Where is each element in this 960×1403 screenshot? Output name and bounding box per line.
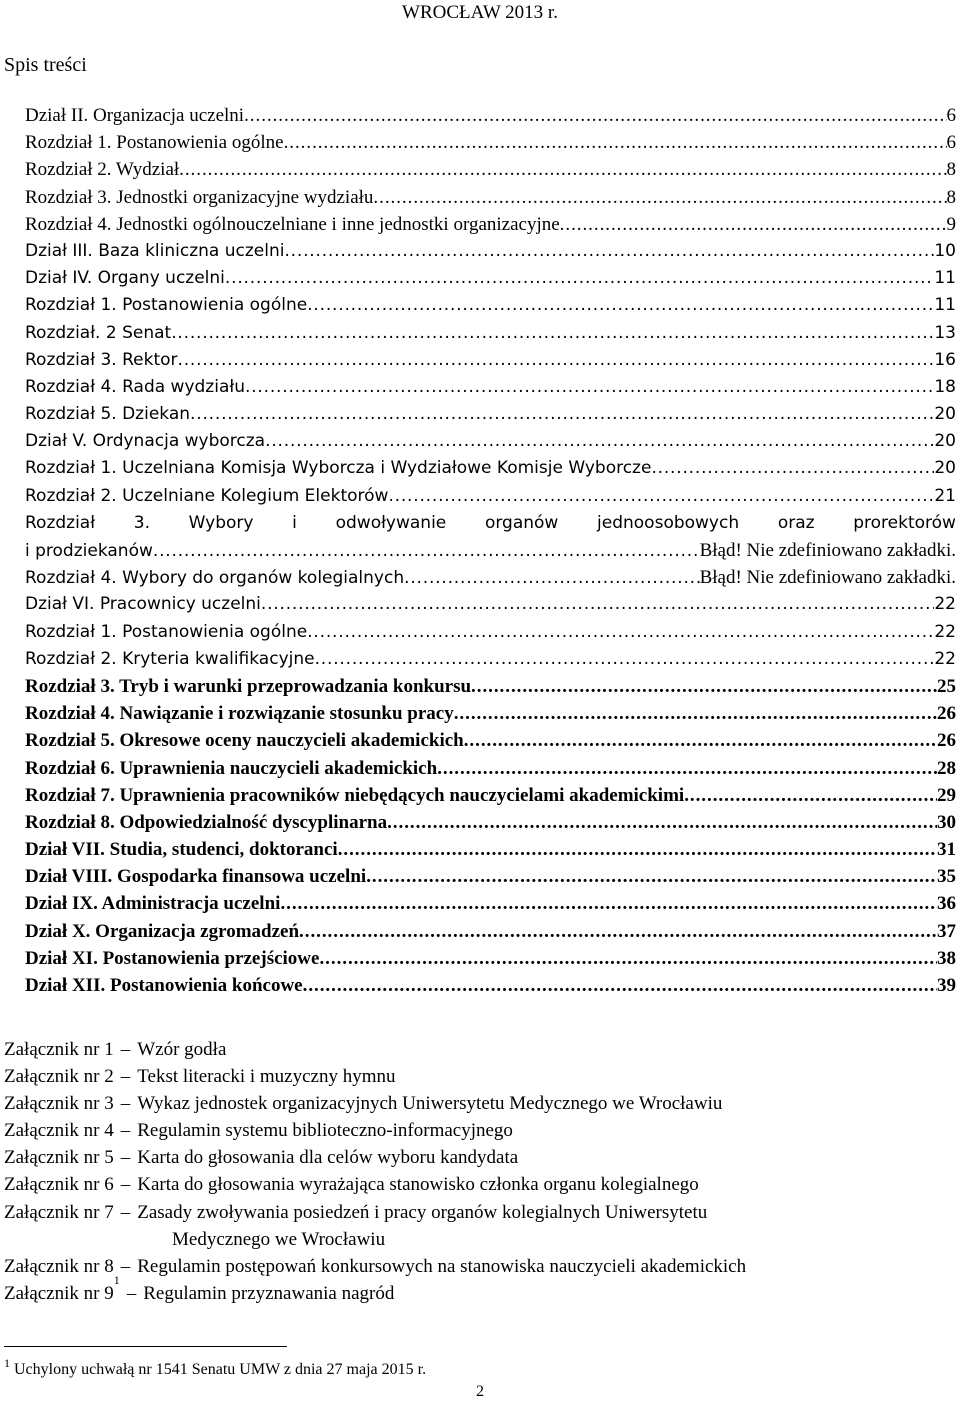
toc-entry[interactable]: Dział II. Organizacja uczelni . . . 6 xyxy=(25,102,956,129)
toc-entry[interactable]: Rozdział 6. Uprawnienia nauczycieli akademickich . . . 28 xyxy=(25,755,956,782)
annex-item: Załącznik nr 7 – Zasady zwoływania posiedzeń i pracy organów kolegialnych Uniwersytetu xyxy=(4,1201,708,1223)
toc-entry[interactable]: Rozdział 1. Uczelniana Komisja Wyborcza i Wydziałowe Komisje Wyborcze . . . 20 xyxy=(25,455,956,482)
table-of-contents xyxy=(25,102,956,999)
toc-entry[interactable]: Rozdział 5. Okresowe oceny nauczycieli akademickich . . . 26 xyxy=(25,727,956,754)
toc-entry[interactable]: Dział VI. Pracownicy uczelni . . . 22 xyxy=(25,591,956,618)
annex-item: Załącznik nr 2 – Tekst literacki i muzyczny hymnu xyxy=(4,1066,396,1088)
toc-entry[interactable]: Rozdział 2. Kryteria kwalifikacyjne . . . 22 xyxy=(25,646,956,673)
toc-entry[interactable]: Rozdział 1. Postanowienia ogólne . . . 11 xyxy=(25,292,956,319)
footnote-reference[interactable]: 1 xyxy=(113,1272,120,1287)
toc-entry[interactable]: Rozdział 7. Uprawnienia pracowników niebędących nauczycielami akademickimi . . . 29 xyxy=(25,782,956,809)
annex-item: Załącznik nr 4 – Regulamin systemu biblioteczno-informacyjnego xyxy=(4,1120,513,1142)
toc-entry[interactable]: Rozdział 2. Uczelniane Kolegium Elektorów . . . 21 xyxy=(25,483,956,510)
footnote-separator xyxy=(4,1346,287,1347)
footnote xyxy=(4,1356,427,1381)
toc-entry[interactable]: Rozdział 4. Nawiązanie i rozwiązanie stosunku pracy . . . 26 xyxy=(25,700,956,727)
annex-item: Załącznik nr 5 – Karta do głosowania dla celów wyboru kandydata xyxy=(4,1147,519,1169)
toc-heading: Spis treści xyxy=(4,54,87,76)
footnote-marker: 1 xyxy=(4,1356,10,1370)
toc-entry[interactable]: Rozdział. 2 Senat . . . 13 xyxy=(25,320,956,347)
annex-item: Załącznik nr 8 – Regulamin postępowań konkursowych na stanowiska nauczycieli akademickich xyxy=(4,1255,747,1277)
page-number: 2 xyxy=(476,1383,484,1400)
toc-entry[interactable]: Rozdział 4. Wybory do organów kolegialnych . . . Błąd! Nie zdefiniowano zakładki. xyxy=(25,564,956,591)
toc-entry[interactable]: Rozdział 3. Jednostki organizacyjne wydziału . . . 8 xyxy=(25,184,956,211)
toc-entry[interactable]: Dział V. Ordynacja wyborcza . . . 20 xyxy=(25,428,956,455)
toc-entry[interactable]: Dział IV. Organy uczelni . . . 11 xyxy=(25,265,956,292)
annex-list xyxy=(4,1036,954,1307)
toc-entry[interactable]: Rozdział 1. Postanowienia ogólne . . . 22 xyxy=(25,619,956,646)
toc-entry-continuation[interactable]: i prodziekanów . . . Błąd! Nie zdefiniowano zakładki. xyxy=(25,537,956,564)
toc-entry[interactable]: Rozdział 4. Jednostki ogólnouczelniane i inne jednostki organizacyjne . . . 9 xyxy=(25,211,956,238)
toc-entry[interactable]: Rozdział 3. Wybory i odwoływanie organów jednoosobowych oraz prorektorów xyxy=(25,512,956,533)
annex-item: Załącznik nr 9 1 – Regulamin przyznawania nagród xyxy=(4,1280,954,1307)
annex-item: Załącznik nr 6 – Karta do głosowania wyrażająca stanowisko członka organu kolegialnego xyxy=(4,1174,699,1196)
annex-item-continuation: Medycznego we Wrocławiu xyxy=(172,1228,386,1250)
toc-entry[interactable]: Rozdział 3. Rektor . . . 16 xyxy=(25,347,956,374)
toc-entry[interactable]: Dział VIII. Gospodarka finansowa uczelni . . . 35 xyxy=(25,863,956,890)
toc-entry[interactable]: Rozdział 3. Tryb i warunki przeprowadzania konkursu . . . 25 xyxy=(25,673,956,700)
toc-entry[interactable]: Dział XI. Postanowienia przejściowe . . . 38 xyxy=(25,945,956,972)
footnote-text: Uchylony uchwałą nr 1541 Senatu UMW z dnia 27 maja 2015 r. xyxy=(14,1361,427,1378)
annex-item: Załącznik nr 3 – Wykaz jednostek organizacyjnych Uniwersytetu Medycznego we Wrocławiu xyxy=(4,1093,723,1115)
toc-entry[interactable]: Dział IX. Administracja uczelni . . . 36 xyxy=(25,890,956,917)
toc-entry[interactable]: Dział VII. Studia, studenci, doktoranci . . . 31 xyxy=(25,836,956,863)
toc-entry[interactable]: Dział XII. Postanowienia końcowe . . . 39 xyxy=(25,972,956,999)
toc-entry[interactable]: Rozdział 8. Odpowiedzialność dyscyplinarna . . . 30 xyxy=(25,809,956,836)
toc-entry[interactable]: Dział III. Baza kliniczna uczelni . . . 10 xyxy=(25,238,956,265)
toc-entry[interactable]: Rozdział 1. Postanowienia ogólne . . . 6 xyxy=(25,129,956,156)
toc-entry[interactable]: Rozdział 5. Dziekan . . . 20 xyxy=(25,401,956,428)
toc-entry[interactable]: Dział X. Organizacja zgromadzeń . . . 37 xyxy=(25,918,956,945)
annex-item: Załącznik nr 1 – Wzór godła xyxy=(4,1039,227,1060)
document-header: WROCŁAW 2013 r. xyxy=(402,2,558,23)
toc-entry[interactable]: Rozdział 4. Rada wydziału . . . 18 xyxy=(25,374,956,401)
toc-entry[interactable]: Rozdział 2. Wydział . . . 8 xyxy=(25,156,956,183)
